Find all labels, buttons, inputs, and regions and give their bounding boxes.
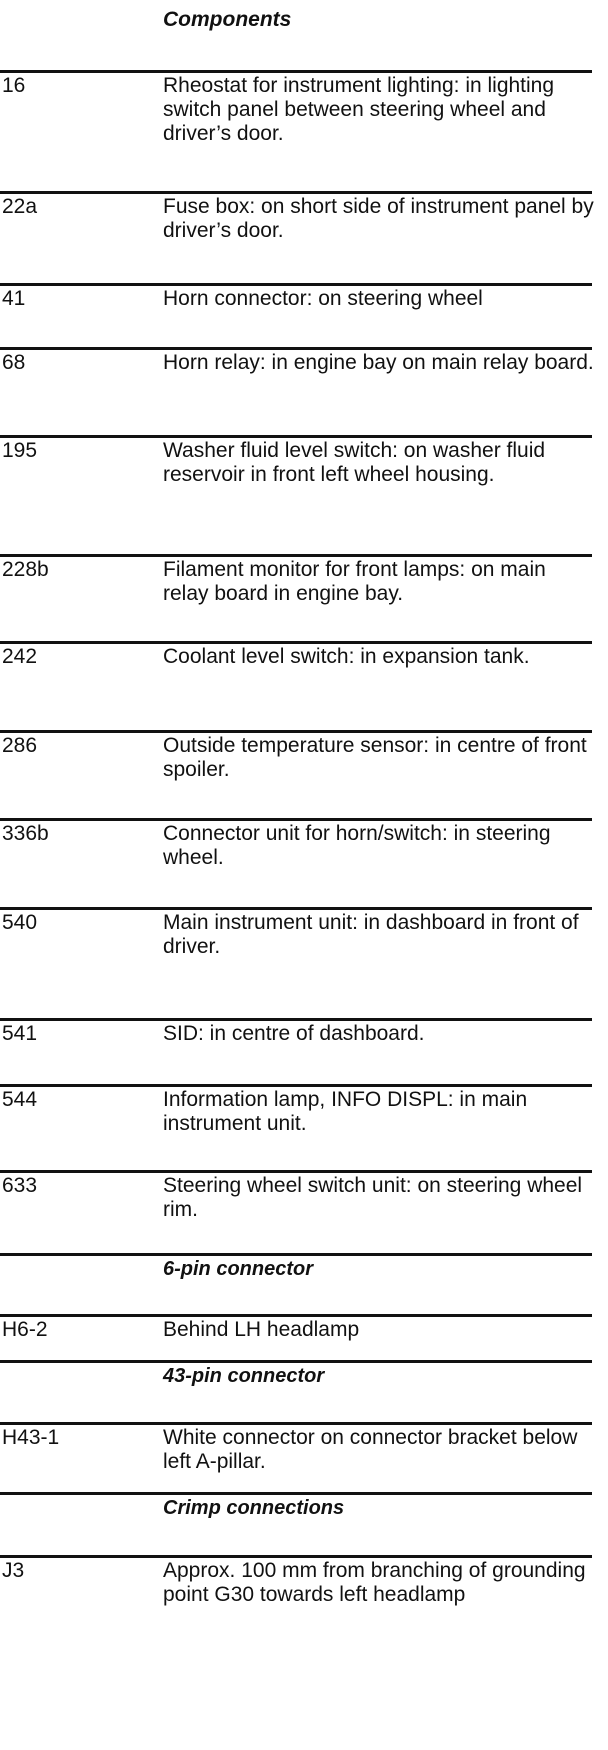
component-code: H6-2 <box>2 1318 48 1341</box>
component-code: 195 <box>2 439 38 462</box>
component-code: 41 <box>2 287 26 310</box>
row-divider <box>0 907 592 910</box>
row-divider <box>0 1422 592 1425</box>
section-heading: 43-pin connector <box>163 1365 325 1387</box>
row-divider <box>0 818 592 821</box>
component-code: 540 <box>2 911 38 934</box>
component-description: Rheostat for instrument lighting: in lighting switch panel between steering wheel and driver’s door. <box>163 74 555 145</box>
component-description: Filament monitor for front lamps: on main relay board in engine bay. <box>163 558 546 605</box>
component-description: Connector unit for horn/switch: in steering wheel. <box>163 822 551 869</box>
component-description: Steering wheel switch unit: on steering wheel rim. <box>163 1174 583 1221</box>
row-divider <box>0 1018 592 1021</box>
component-code: J3 <box>2 1559 25 1582</box>
component-description: Horn connector: on steering wheel <box>163 287 483 310</box>
component-description: Washer fluid level switch: on washer fluid reservoir in front left wheel housing. <box>163 439 546 486</box>
component-code: 16 <box>2 74 26 97</box>
component-description: White connector on connector bracket below left A-pillar. <box>163 1426 578 1473</box>
section-divider <box>0 1360 592 1363</box>
row-divider <box>0 1170 592 1173</box>
section-divider <box>0 1492 592 1495</box>
component-description: Approx. 100 mm from branching of grounding point G30 towards left headlamp <box>163 1559 586 1606</box>
row-divider <box>0 191 592 194</box>
row-divider <box>0 641 592 644</box>
component-description: Horn relay: in engine bay on main relay board. <box>163 351 594 374</box>
row-divider <box>0 347 592 350</box>
page-title: Components <box>163 8 292 31</box>
component-description: Coolant level switch: in expansion tank. <box>163 645 530 668</box>
row-divider <box>0 283 592 286</box>
row-divider <box>0 554 592 557</box>
row-divider <box>0 435 592 438</box>
component-code: 544 <box>2 1088 38 1111</box>
component-code: 286 <box>2 734 38 757</box>
section-heading: 6-pin connector <box>163 1258 314 1280</box>
component-description: Outside temperature sensor: in centre of front spoiler. <box>163 734 587 781</box>
component-code: H43-1 <box>2 1426 60 1449</box>
component-code: 22a <box>2 195 38 218</box>
component-code: 633 <box>2 1174 38 1197</box>
section-divider <box>0 1253 592 1256</box>
component-code: 228b <box>2 558 49 581</box>
row-divider <box>0 1314 592 1317</box>
component-description: SID: in centre of dashboard. <box>163 1022 425 1045</box>
section-heading: Crimp connections <box>163 1497 345 1519</box>
row-divider <box>0 730 592 733</box>
component-code: 336b <box>2 822 49 845</box>
component-description: Information lamp, INFO DISPL: in main instrument unit. <box>163 1088 528 1135</box>
component-code: 242 <box>2 645 38 668</box>
component-description: Fuse box: on short side of instrument panel by driver’s door. <box>163 195 594 242</box>
row-divider <box>0 1555 592 1558</box>
component-code: 68 <box>2 351 26 374</box>
component-description: Behind LH headlamp <box>163 1318 360 1341</box>
component-description: Main instrument unit: in dashboard in front of driver. <box>163 911 579 958</box>
component-code: 541 <box>2 1022 38 1045</box>
row-divider <box>0 1084 592 1087</box>
row-divider <box>0 70 592 73</box>
